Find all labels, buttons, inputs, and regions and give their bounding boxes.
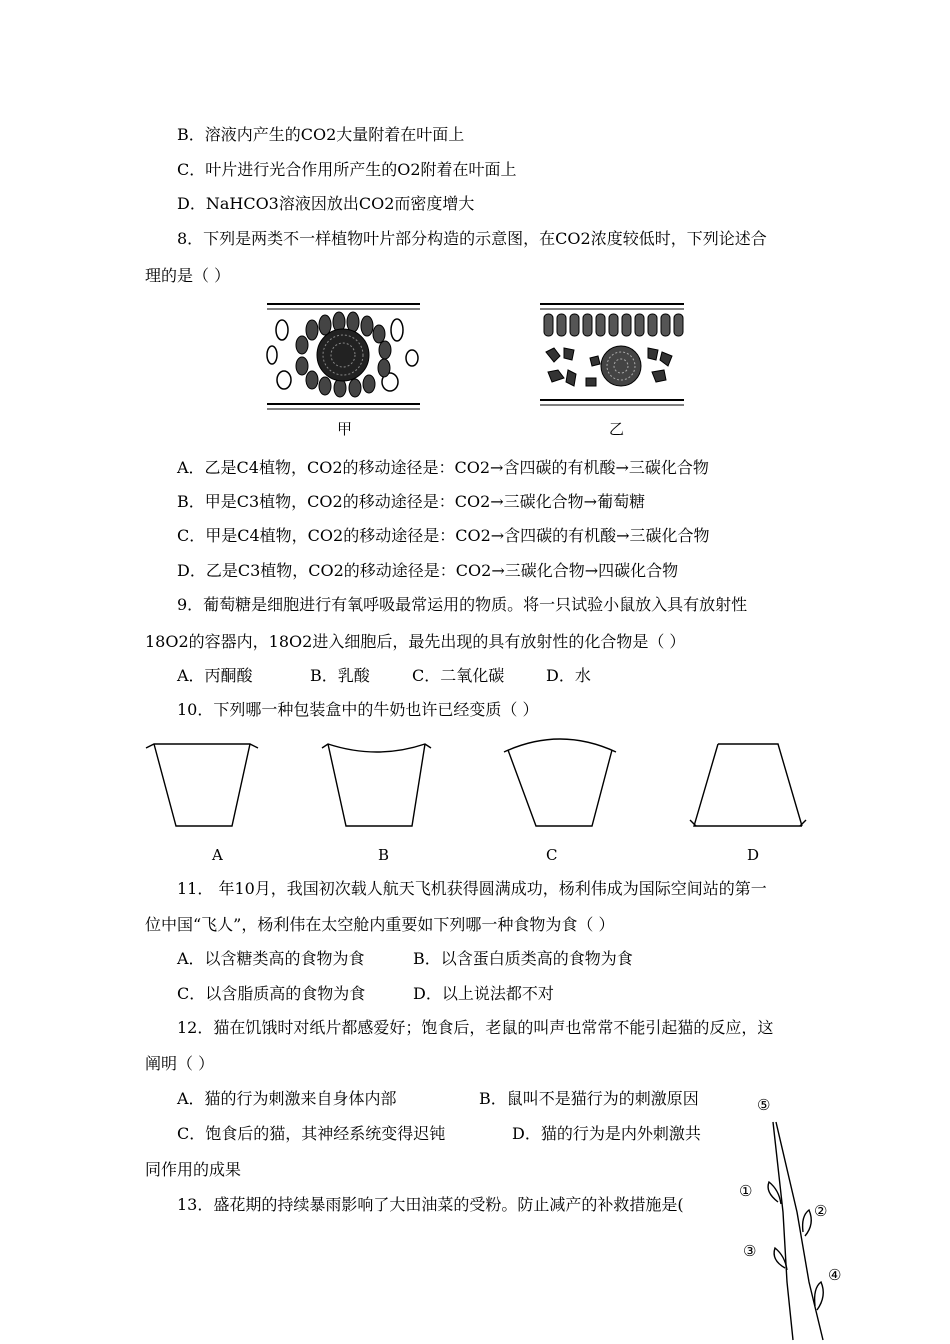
leaf-structure-figure-jia (262, 300, 424, 415)
stem-label-4: ④ (828, 1266, 842, 1284)
milk-box-figures (140, 732, 820, 832)
q8-option-b: B．甲是C3植物，CO2的移动途径是：CO2→三碳化合物→葡萄糖 (177, 492, 646, 511)
stem-label-1: ① (739, 1182, 753, 1200)
q12-option-d-continuation: 同作用的成果 (145, 1160, 242, 1179)
q13-stem: 13．盛花期的持续暴雨影响了大田油菜的受粉。防止减产的补救措施是( (177, 1195, 684, 1214)
q12-stem-line2: 阐明（ ） (145, 1054, 215, 1073)
q7-option-c: C．叶片进行光合作用所产生的O2附着在叶面上 (177, 160, 517, 179)
milk-box-b (322, 744, 431, 826)
q7-option-b: B．溶液内产生的CO2大量附着在叶面上 (177, 125, 465, 144)
q9-option-a: A．丙酮酸 (177, 666, 253, 685)
q11-option-c: C．以含脂质高的食物为食 (177, 984, 366, 1003)
stem-label-3: ③ (743, 1242, 757, 1260)
milk-box-label-d: D (747, 846, 760, 864)
milk-box-d (690, 744, 806, 826)
q9-option-b: B．乳酸 (310, 666, 370, 685)
q7-option-d: D．NaHCO3溶液因放出CO2而密度增大 (177, 194, 475, 213)
milk-box-label-b: B (378, 846, 390, 864)
q11-stem-line2: 位中国“飞人”，杨利伟在太空舱内重要如下列哪一种食物为食（ ） (145, 915, 615, 934)
q12-option-d: D．猫的行为是内外刺激共 (512, 1124, 701, 1143)
q11-option-b: B．以含蛋白质类高的食物为食 (413, 949, 633, 968)
stem-label-5: ⑤ (757, 1096, 771, 1114)
q12-option-b: B．鼠叫不是猫行为的刺激原因 (479, 1089, 699, 1108)
q9-stem-line2: 18O2的容器内，18O2进入细胞后，最先出现的具有放射性的化合物是（ ） (145, 632, 686, 651)
q11-option-a: A．以含糖类高的食物为食 (177, 949, 365, 968)
q9-stem-line1: 9．葡萄糖是细胞进行有氧呼吸最常运用的物质。将一只试验小鼠放入具有放射性 (177, 595, 748, 614)
q11-stem-line1: 11． 年10月，我国初次载人航天飞机获得圆满成功，杨利伟成为国际空间站的第一 (177, 879, 767, 898)
q8-option-d: D．乙是C3植物，CO2的移动途径是：CO2→三碳化合物→四碳化合物 (177, 561, 679, 580)
q8-stem-line2: 理的是（ ） (145, 266, 231, 285)
figure-label-jia: 甲 (337, 420, 353, 438)
q9-option-c: C．二氧化碳 (412, 666, 505, 685)
q10-stem: 10．下列哪一种包装盒中的牛奶也许已经变质（ ） (177, 700, 539, 719)
q11-option-d: D．以上说法都不对 (413, 984, 554, 1003)
q12-option-a: A．猫的行为刺激来自身体内部 (177, 1089, 397, 1108)
leaf-structure-figure-yi (536, 300, 688, 415)
q12-stem-line1: 12．猫在饥饿时对纸片都感爱好；饱食后，老鼠的叫声也常常不能引起猫的反应，这 (177, 1018, 774, 1037)
milk-box-label-a: A (212, 846, 223, 864)
q9-option-d: D．水 (546, 666, 591, 685)
milk-box-label-c: C (546, 846, 558, 864)
q12-option-c: C．饱食后的猫，其神经系统变得迟钝 (177, 1124, 446, 1143)
rapeseed-stem-figure (735, 1092, 855, 1342)
milk-box-a (146, 744, 258, 826)
stem-label-2: ② (814, 1202, 828, 1220)
q8-option-c: C．甲是C4植物，CO2的移动途径是：CO2→含四碳的有机酸→三碳化合物 (177, 526, 710, 545)
q8-stem-line1: 8．下列是两类不一样植物叶片部分构造的示意图，在CO2浓度较低时，下列论述合 (177, 229, 767, 248)
figure-label-yi: 乙 (609, 420, 625, 438)
q8-option-a: A．乙是C4植物，CO2的移动途径是：CO2→含四碳的有机酸→三碳化合物 (177, 458, 709, 477)
milk-box-c (504, 739, 616, 826)
